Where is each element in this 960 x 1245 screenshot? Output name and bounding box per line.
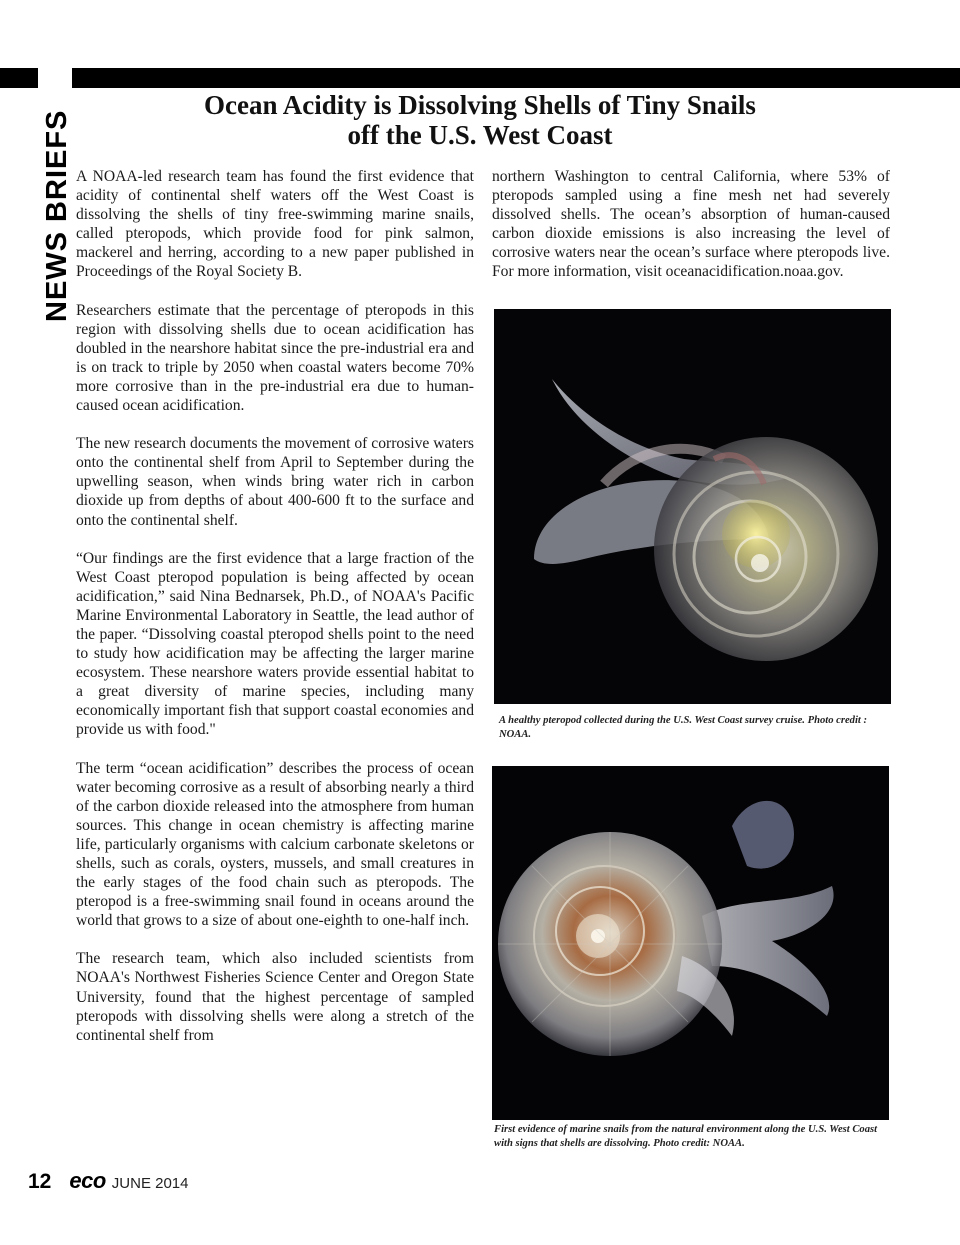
article-headline bbox=[80, 90, 880, 150]
photo-1-caption: A healthy pteropod collected during the U.S. West Coast survey cruise. Photo credit : NOAA. bbox=[499, 715, 868, 740]
headline-line-1: Ocean Acidity is Dissolving Shells of Tiny Snails bbox=[204, 90, 756, 120]
article-right-column bbox=[492, 167, 890, 282]
magazine-name: eco bbox=[69, 1168, 106, 1193]
healthy-pteropod-photo bbox=[494, 309, 891, 704]
paragraph-5: The term “ocean acidification” describes the process of ocean water becoming corrosive as a result of absorbing nearly a third of the carbon dioxide released into the atmosphere from human sources. This change in ocean chemistry is affecting marine life, particularly organisms with calcium carbonate skeletons or shells, such as corals, oysters, mussels, and small creatures in the early stages of the food chain such as pteropods. The pteropod is a free-swimming snail found in oceans around the world that grows to a size of about one-eighth to one-half inch. bbox=[76, 759, 474, 930]
page-footer bbox=[28, 1168, 189, 1194]
article-left-column bbox=[76, 167, 474, 1045]
paragraph-1: A NOAA-led research team has found the first evidence that acidity of continental shelf waters off the West Coast is dissolving the shells of tiny free-swimming marine snails, called pteropods, which provide food for pink salmon, mackerel and herring, according to a new paper published in Proceedings of the Royal Society B. bbox=[76, 168, 474, 281]
page-number: 12 bbox=[28, 1170, 52, 1193]
paragraph-3: The new research documents the movement of corrosive waters onto the continental shelf from April to September during the upwelling season, when winds bring water rich in carbon dioxide up from depths of about 400-600 ft to the surface and onto the continental shelf. bbox=[76, 435, 474, 529]
issue-date: JUNE 2014 bbox=[111, 1175, 189, 1192]
paragraph-4: “Our findings are the first evidence that a large fraction of the West Coast pteropod population is being affected by ocean acidification,” said Nina Bednarsek, Ph.D., of NOAA's Pacific Marine Environmental Laboratory in Seattle, the lead author of the paper. “Dissolving coastal pteropod shells point to the need to study how acidification may be affecting the larger marine ecosystem. These nearshore waters provide essential habitat to a great diversity of marine species, including many economically important fish that support coastal economies and provide us with food." bbox=[76, 549, 474, 739]
paragraph-7: northern Washington to central California, where 53% of pteropods sampled using a fine mesh net had severely dissolved shells. The ocean’s absorption of human-caused carbon dioxide emissions is also increasing the level of corrosive waters near the ocean’s surface where pteropods live. For more information, visit oceanacidification.noaa.gov. bbox=[492, 168, 890, 281]
paragraph-2: Researchers estimate that the percentage of pteropods in this region with dissolving shells due to ocean acidification has doubled in the nearshore habitat since the pre-industrial era and is on track to triple by 2050 when coastal waters become 70% more corrosive than in the pre-industrial era due to human-caused ocean acidification. bbox=[76, 301, 474, 415]
photo-2-caption: First evidence of marine snails from the natural environment along the U.S. West Coast with signs that shells are dissolving. Photo credit: NOAA. bbox=[494, 1124, 878, 1149]
paragraph-6: The research team, which also included scientists from NOAA's Northwest Fisheries Science Center and Oregon State University, found that the highest percentage of sampled pteropods with dissolving shells were along a stretch of the continental shelf from bbox=[76, 950, 474, 1044]
section-label: NEWS BRIEFS bbox=[41, 109, 73, 322]
dissolving-pteropod-photo bbox=[492, 766, 889, 1120]
headline-line-2: off the U.S. West Coast bbox=[347, 120, 613, 150]
section-header-bar bbox=[0, 68, 960, 88]
